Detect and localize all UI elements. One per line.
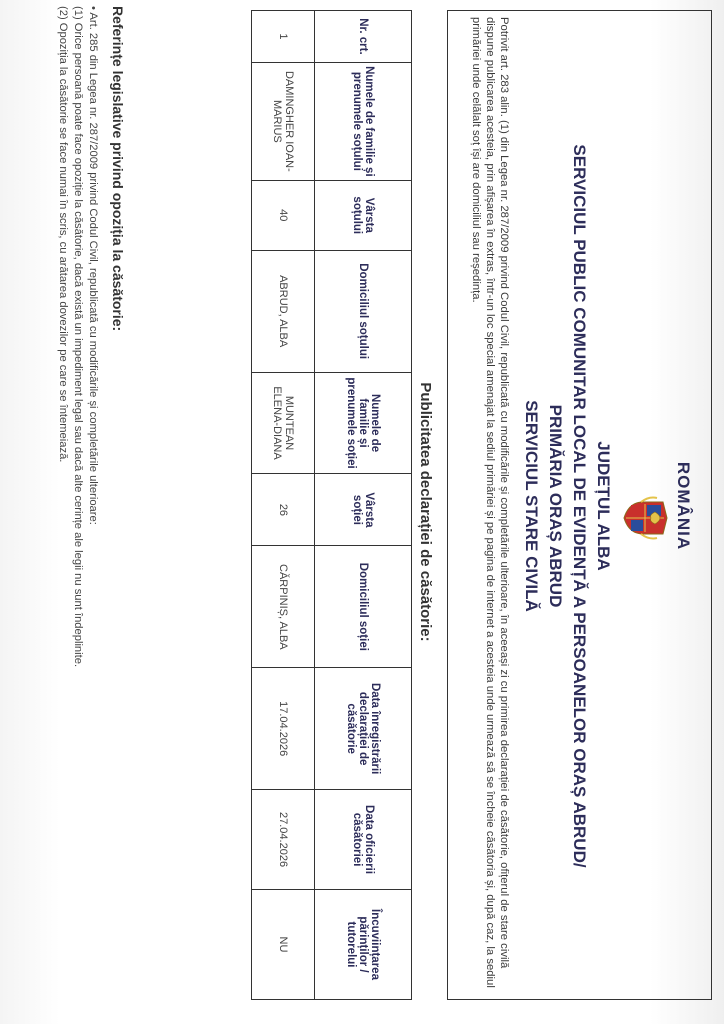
- table-cell: 1: [252, 11, 315, 63]
- header-cell: Domiciliul soțului: [315, 250, 412, 372]
- header-cell: Numele de familie și prenumele soțului: [315, 62, 412, 180]
- header-cell: Nr. crt.: [315, 11, 412, 63]
- table-cell: MUNTEAN ELENA-DIANA: [252, 372, 315, 474]
- section-title: Publicitatea declarației de căsătorie:: [417, 382, 434, 642]
- table-cell: 17.04.2026: [252, 668, 315, 790]
- references-title: Referințe legislative privind opoziția la căsătorie:: [110, 6, 126, 332]
- table-row: [252, 11, 315, 1000]
- office-title: SERVICIUL STARE CIVILĂ: [522, 400, 541, 612]
- legal-references: [55, 6, 126, 996]
- table-cell: NU: [252, 890, 315, 1000]
- header-cell: Încuviințarea părinților / tutorelui: [315, 890, 412, 1000]
- reference-line: • Art. 285 din Legea nr. 287/2009 privind Codul Civil, republicată cu modificările și completările ulterioare:: [87, 6, 99, 525]
- service-title: SERVICIUL PUBLIC COMUNITAR LOCAL DE EVIDENȚĂ A PERSOANELOR ORAȘ ABRUD/: [570, 144, 589, 868]
- intro-paragraph: Potrivit art. 283 alin. (1) din Legea nr. 287/2009 privind Codul Civil, republicată cu modificările și completările ulterioare, în aceeași zi cu primirea declarației de căsătorie, ofițerul de stare civilă dispune publicarea acesteia, prin afișarea în extras, într-un loc special amenajat la sediul primăriei și pe pagina de internet a acesteia unde urmează să se încheie căsătoria și, după caz, la sediul primăriei unde celălalt soț își are domiciliul sau reședința.: [470, 17, 510, 988]
- header-cell: Data oficierii căsătoriei: [315, 790, 412, 890]
- table-cell: 27.04.2026: [252, 790, 315, 890]
- table-cell: 26: [252, 474, 315, 546]
- table-cell: CĂRPINIȘ, ALBA: [252, 546, 315, 668]
- header-box: [447, 10, 712, 1000]
- city-hall-title: PRIMĂRIA ORAȘ ABRUD: [546, 404, 565, 608]
- reference-line: (2) Opoziția la căsătorie se face numai în scris, cu arătarea dovezilor pe care se întemeiază.: [57, 6, 69, 463]
- county-title: JUDEȚUL ALBA: [594, 441, 613, 571]
- country-title: ROMÂNIA: [674, 461, 693, 551]
- declaration-table: [251, 10, 412, 1000]
- header-cell: Vârsta soției: [315, 474, 412, 546]
- header-cell: Data înregistrării declarației de căsătorie: [315, 668, 412, 790]
- table-cell: DAMINGHER IOAN-MARIUS: [252, 62, 315, 180]
- reference-line: (1) Orice persoană poate face opoziție la căsătorie, dacă există un impediment legal sau dacă alte cerințe ale legii nu sunt îndeplinite.: [72, 6, 84, 668]
- table-cell: ABRUD, ALBA: [252, 250, 315, 372]
- table-header-row: [315, 11, 412, 1000]
- romania-coat-of-arms-icon: [623, 494, 669, 542]
- header-cell: Domiciliul soției: [315, 546, 412, 668]
- header-cell: Numele de familie și prenumele soției: [315, 372, 412, 474]
- table-cell: 40: [252, 180, 315, 250]
- header-cell: Vârsta soțului: [315, 180, 412, 250]
